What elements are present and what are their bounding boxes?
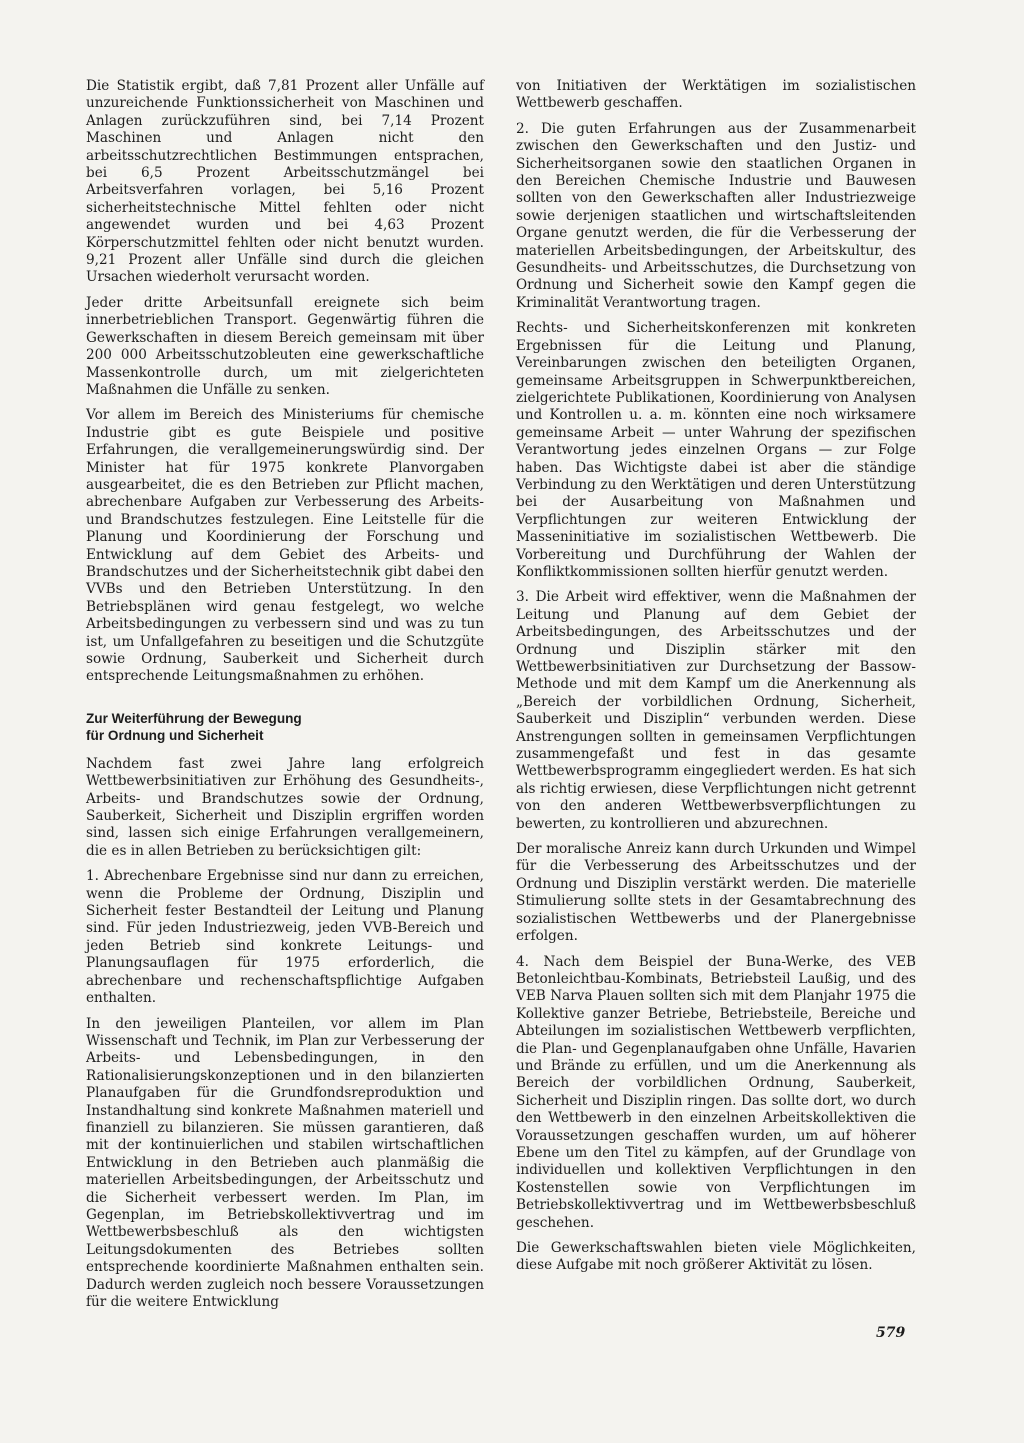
section-heading bbox=[86, 710, 484, 744]
paragraph-statistics: Die Statistik ergibt, daß 7,81 Prozent aller Unfälle auf unzureichende Funktionssicherheit von Maschinen und Anlagen zurückzuführen sind, bei 7,14 Prozent Maschinen und Anlagen nicht den arbeitsschutzrechtlichen Bestimmungen entsprachen, bei 6,5 Prozent Arbeitsschutzmängel bei Arbeitsverfahren vorlagen, bei 5,16 Prozent sicherheitstechnische Mittel fehlten oder nicht angewendet wurden und bei 4,63 Prozent Körperschutzmittel fehlten oder nicht benutzt wurden. 9,21 Prozent aller Unfälle sind durch die gleichen Ursachen wiederholt verursacht worden. bbox=[86, 78, 484, 286]
page-number: 579 bbox=[876, 1325, 906, 1341]
paragraph-point-4: 4. Nach dem Beispiel der Buna-Werke, des VEB Betonleichtbau-Kombinats, Betriebsteil Laußig, und des VEB Narva Plauen sollten sich mit dem Planjahr 1975 die Kollektive ganzer Betriebe, Betriebsteile, Bereiche und Abteilungen im sozialistischen Wettbewerb verpflichten, die Plan- und Gegenplanaufgaben ohne Unfälle, Havarien und Brände zu erfüllen, und um die Anerkennung als Bereich der vorbildlichen Ordnung, Sauberkeit, Sicherheit und Disziplin ringen. Das sollte dort, wo durch den Wettbewerb in den einzelnen Arbeitskollektiven die Voraussetzungen geschaffen wurden, um auf höherer Ebene um den Titel zu kämpfen, auf der Grundlage von individuellen und kollektiven Verpflichtungen in den Kostenstellen sowie von Verpflichtungen im Betriebskollektivvertrag und im Wettbewerbsbeschluß geschehen. bbox=[516, 953, 916, 1231]
paragraph-point-2: 2. Die guten Erfahrungen aus der Zusammenarbeit zwischen den Gewerkschaften und den Justiz- und Sicherheitsorganen sowie den staatlichen Organen in den Bereichen Chemische Industrie und Bauwesen sollten von den Gewerkschaften aller Industriezweige sowie derjenigen staatlichen und wirtschaftsleitenden Organe genutzt werden, die für die Verbesserung der materiellen Arbeitsbedingungen, der Arbeitskultur, des Gesundheits- und Arbeitsschutzes, die Durchsetzung von Ordnung und Sicherheit sowie den Kampf gegen die Kriminalität Verantwortung tragen. bbox=[516, 120, 916, 311]
right-column bbox=[516, 78, 916, 1283]
section-heading-line-1: Zur Weiterführung der Bewegung bbox=[86, 710, 302, 726]
paragraph-conferences: Rechts- und Sicherheitskonferenzen mit konkreten Ergebnissen für die Leitung und Planung, Vereinbarungen zwischen den beteiligten Organen, gemeinsame Arbeitsgruppen in Schwerpunktbereichen, zielgerichtete Publikationen, Koordinierung von Analysen und Kontrollen u. a. m. könnten eine noch wirksamere gemeinsame Arbeit — unter Wahrung der spezifischen Verantwortung jedes einzelnen Organs — zur Folge haben. Das Wichtigste dabei ist aber die ständige Verbindung zu den Werktätigen und deren Unterstützung bei der Ausarbeitung von Maßnahmen und Verpflichtungen zur weiteren Entwicklung der Masseninitiative im sozialistischen Wettbewerb. Die Vorbereitung und Durchführung der Wahlen der Konfliktkommissionen sollten hierfür genutzt werden. bbox=[516, 320, 916, 580]
paragraph-chemical-industry: Vor allem im Bereich des Ministeriums für chemische Industrie gibt es gute Beispiele und positive Erfahrungen, die verallgemeinerungswürdig sind. Der Minister hat für 1975 konkrete Planvorgaben ausgearbeitet, die es den Betrieben zur Pflicht machen, abrechenbare Aufgaben zur Verbesserung des Arbeits- und Brandschutzes festzulegen. Eine Leitstelle für die Planung und Koordinierung der Forschung und Entwicklung auf dem Gebiet des Arbeits- und Brandschutzes und der Sicherheitstechnik gibt dabei den VVBs und den Betrieben Unterstützung. In den Betriebsplänen wird genau festgelegt, wo welche Arbeitsbedingungen zu verbessern sind und was zu tun ist, um Unfallgefahren zu beseitigen und die Schutzgüte sowie Ordnung, Sauberkeit und Sicherheit durch entsprechende Leitungsmaßnahmen zu erhöhen. bbox=[86, 407, 484, 685]
paragraph-plan-sections: In den jeweiligen Planteilen, vor allem im Plan Wissenschaft und Technik, im Plan zur Verbesserung der Arbeits- und Lebensbedingungen, in den Rationalisierungskonzeptionen und in den bilanzierten Planaufgaben für die Grundfondsreproduktion und Instandhaltung sind konkrete Maßnahmen materiell und finanziell zu bilanzieren. Sie müssen garantieren, daß mit der kontinuierlichen und stabilen wirtschaftlichen Entwicklung in den Betrieben auch planmäßig die materiellen Arbeitsbedingungen, der Arbeitsschutz und die Sicherheit verbessert werden. Im Plan, im Gegenplan, im Betriebskollektivvertrag und im Wettbewerbsbeschluß als den wichtigsten Leitungsdokumenten des Betriebes sollten entsprechende koordinierte Maßnahmen enthalten sein. Dadurch werden zugleich noch bessere Voraussetzungen für die weitere Entwicklung bbox=[86, 1015, 484, 1310]
paragraph-transport: Jeder dritte Arbeitsunfall ereignete sich beim innerbetrieblichen Transport. Gegenwärtig führen die Gewerkschaften in diesem Bereich gemeinsam mit über 200 000 Arbeitsschutzobleuten eine gewerkschaftliche Massenkontrolle durch, um mit zielgerichteten Maßnahmen die Unfälle zu senken. bbox=[86, 294, 484, 398]
paragraph-point-1: 1. Abrechenbare Ergebnisse sind nur dann zu erreichen, wenn die Probleme der Ordnung, Disziplin und Sicherheit fester Bestandteil der Leitung und Planung sind. Für jeden Industriezweig, jeden VVB-Bereich und jeden Betrieb sind konkrete Leitungs- und Planungsauflagen für 1975 erforderlich, die abrechenbare und rechenschaftspflichtige Aufgaben enthalten. bbox=[86, 868, 484, 1007]
paragraph-moral-incentive: Der moralische Anreiz kann durch Urkunden und Wimpel für die Verbesserung des Arbeitsschutzes und der Ordnung und Disziplin verstärkt werden. Die materielle Stimulierung sollte stets in der Gesamtabrechnung des sozialistischen Wettbewerbs und der Planergebnisse erfolgen. bbox=[516, 841, 916, 945]
left-column bbox=[86, 78, 484, 1319]
paragraph-union-elections: Die Gewerkschaftswahlen bieten viele Möglichkeiten, diese Aufgabe mit noch größerer Aktivität zu lösen. bbox=[516, 1240, 916, 1274]
section-heading-line-2: für Ordnung und Sicherheit bbox=[86, 727, 264, 743]
paragraph-intro-experiences: Nachdem fast zwei Jahre lang erfolgreich Wettbewerbsinitiativen zur Erhöhung des Gesundheits-, Arbeits- und Brandschutzes sowie der Ordnung, Sauberkeit, Sicherheit und Disziplin ergriffen worden sind, lassen sich einige Erfahrungen verallgemeinern, die es in allen Betrieben zu berücksichtigen gilt: bbox=[86, 755, 484, 859]
paragraph-continuation: von Initiativen der Werktätigen im sozialistischen Wettbewerb geschaffen. bbox=[516, 78, 916, 112]
paragraph-point-3: 3. Die Arbeit wird effektiver, wenn die Maßnahmen der Leitung und Planung auf dem Gebiet der Arbeitsbedingungen, des Arbeitsschutzes und der Ordnung und Disziplin stärker mit den Wettbewerbsinitiativen zur Durchsetzung der Bassow-Methode und mit dem Kampf um die Anerkennung als „Bereich der vorbildlichen Ordnung, Sicherheit, Sauberkeit und Disziplin“ verbunden werden. Diese Anstrengungen sollten in gemeinsamen Verpflichtungen zusammengefaßt und fest in das gesamte Wettbewerbsprogramm eingegliedert werden. Es hat sich als richtig erwiesen, diese Verpflichtungen nicht getrennt von den anderen Wettbewerbsverpflichtungen zu bewerten, zu kontrollieren und abzurechnen. bbox=[516, 589, 916, 832]
